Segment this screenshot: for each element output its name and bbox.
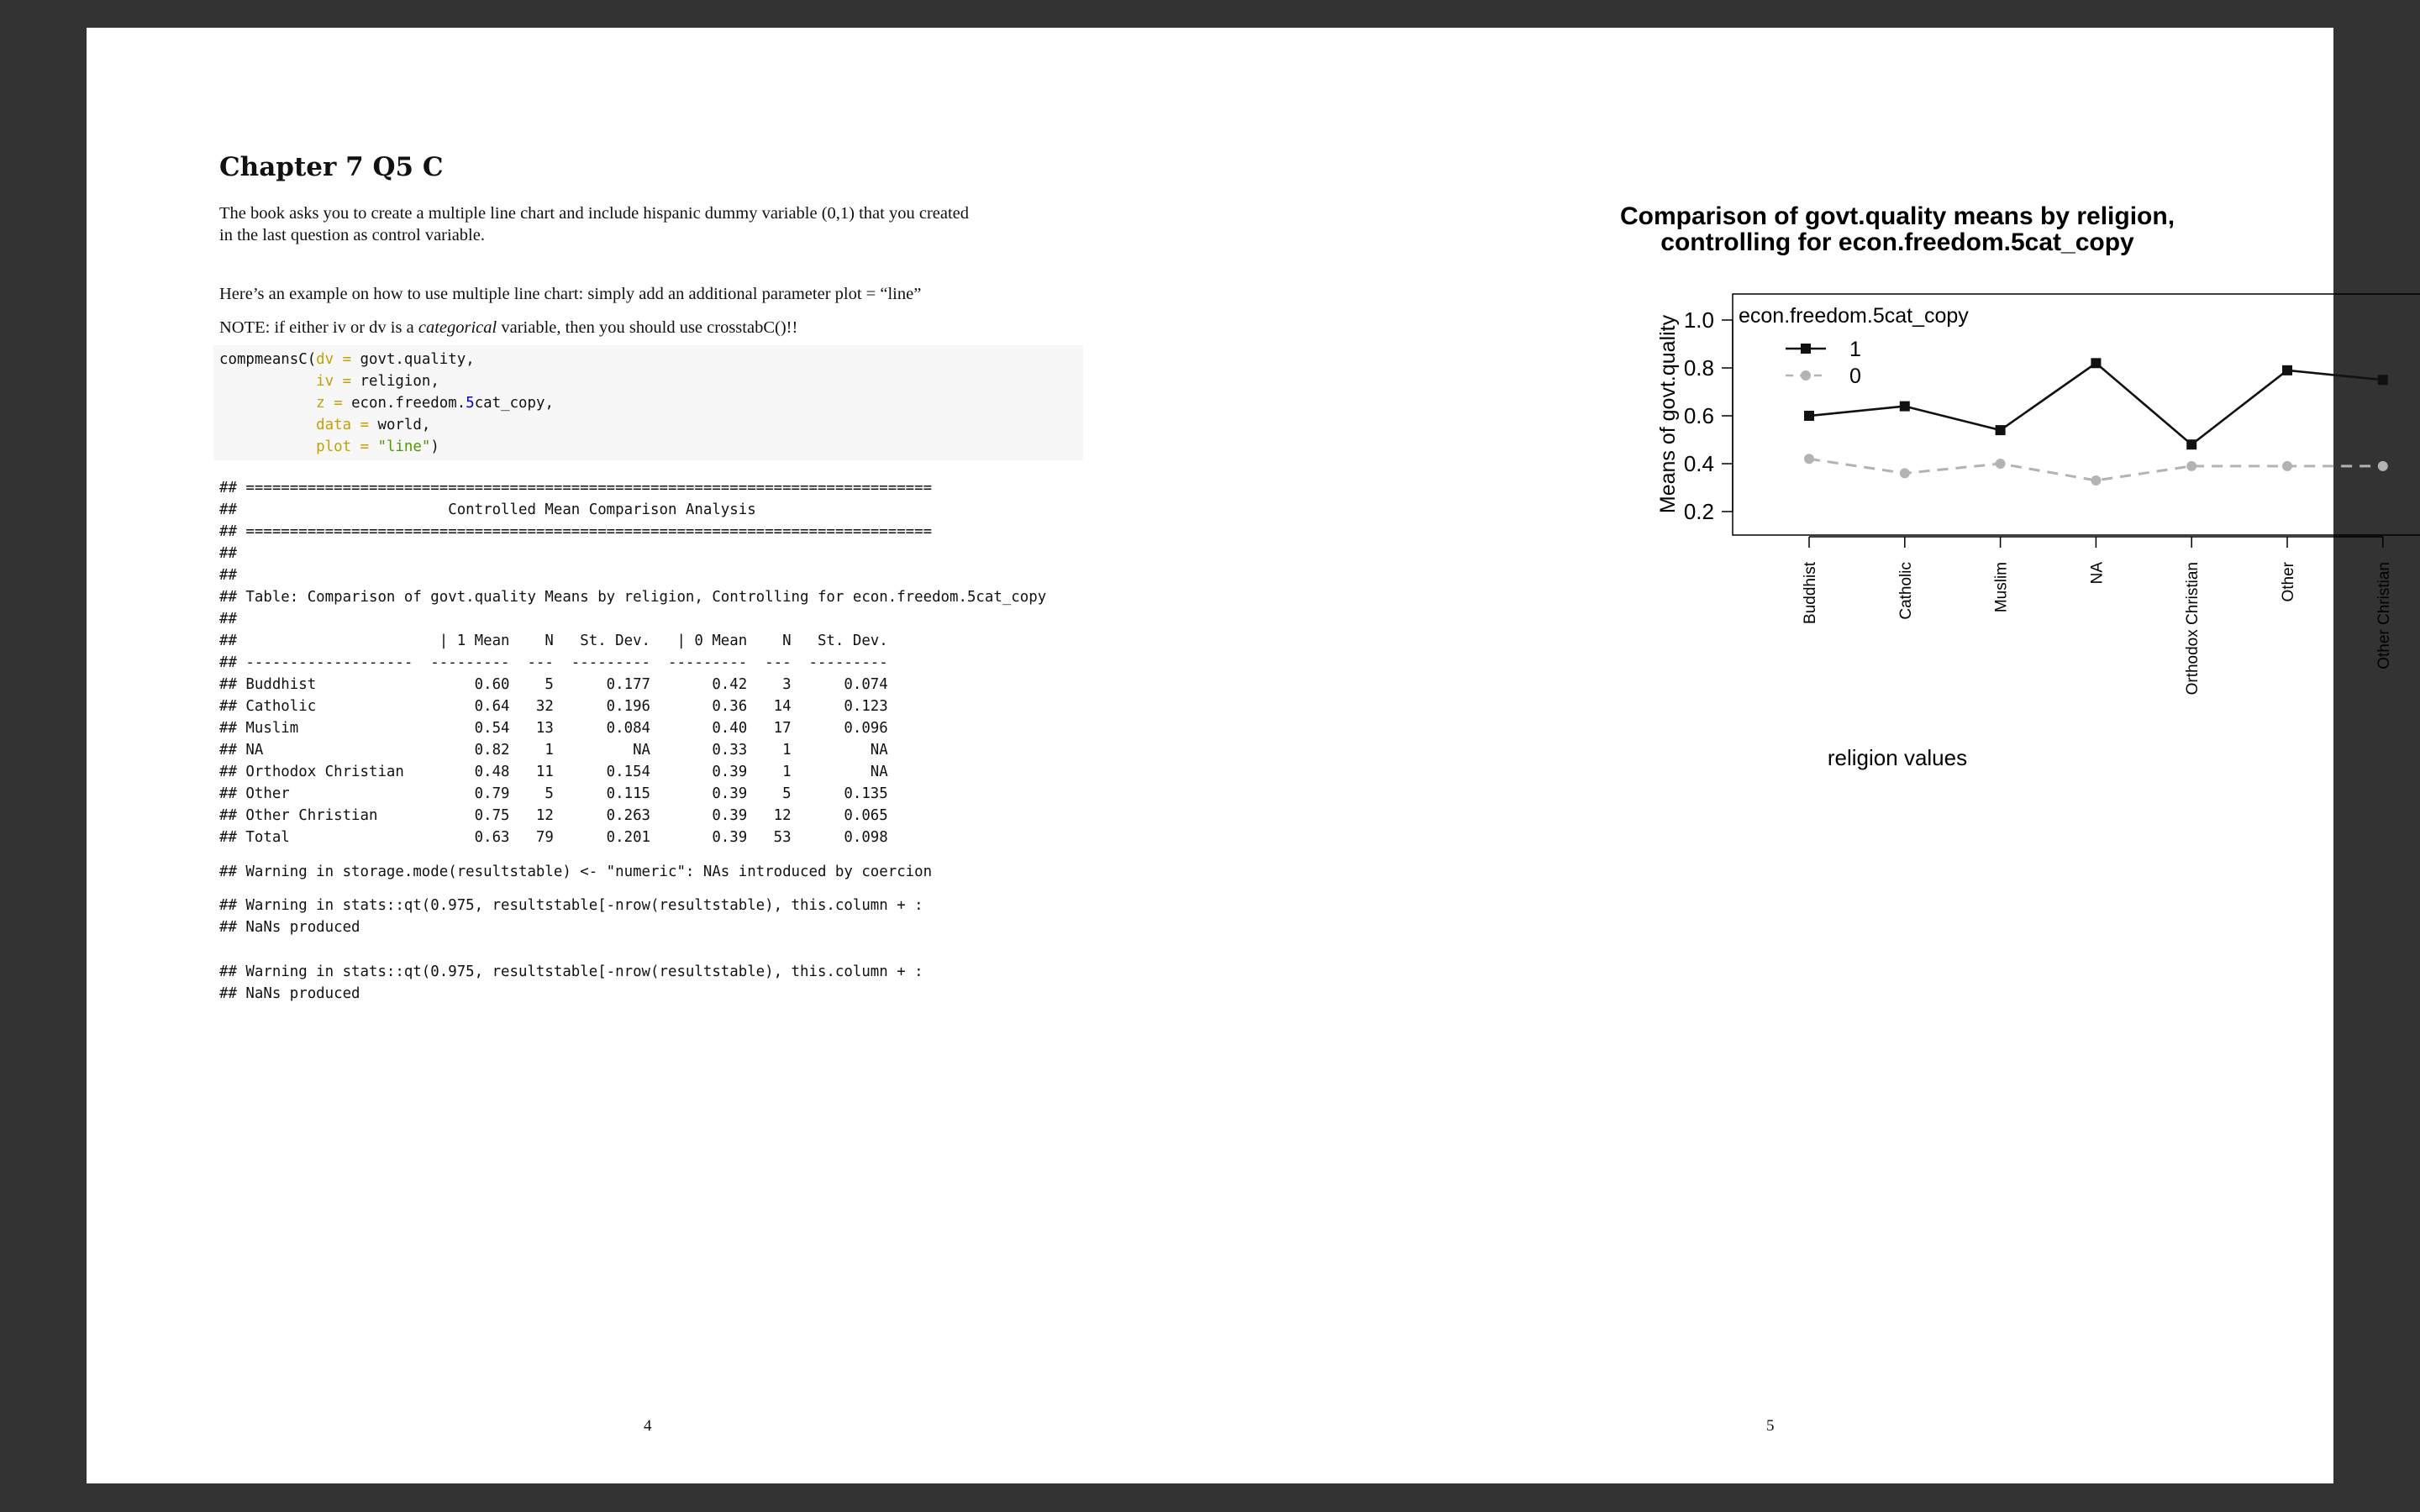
warning-message [219,895,923,938]
data-point-series-0 [1900,468,1910,478]
code-eq: = [351,417,378,433]
code-value: econ.freedom. [351,395,466,412]
data-point-series-1 [1804,411,1814,421]
code-value: govt.quality [360,351,466,368]
series-line-1 [1809,363,2383,444]
page-5 [1210,28,2393,1483]
line-chart [1210,28,2393,784]
note-text-a: NOTE: if either iv or dv is a [219,318,418,337]
code-string: "line" [377,438,431,455]
x-tick-label: Orthodox Christian [2184,562,2202,696]
code-indent [219,438,316,455]
intro-paragraph [219,202,969,246]
y-tick-label: 0.2 [1683,499,1714,524]
x-tick-label: Other [2280,562,2297,602]
code-eq: = [334,351,360,368]
warning-message [219,961,923,1005]
code-text [219,349,554,458]
code-eq: = [324,395,352,412]
y-tick-label: 1.0 [1683,307,1714,333]
warning-line: ## Warning in stats::qt(0.975, resultstable[-nrow(resultstable), this.column + : [219,963,923,980]
page-number: 5 [1766,1417,1775,1435]
code-number: 5 [466,395,475,412]
data-point-series-1 [2091,358,2101,368]
output-line: ## [219,567,237,584]
output-line: ## | 1 Mean N St. Dev. | 0 Mean N St. Dev. [219,633,888,649]
code-end: , [421,417,431,433]
note-emphasis: categorical [418,318,497,337]
data-point-series-0 [2186,461,2196,471]
code-value: religion [360,373,431,390]
code-indent [219,395,316,412]
intro-line-1: The book asks you to create a multiple line chart and include hispanic dummy variable (0,1) that you created [219,204,970,223]
output-line: ## Orthodox Christian 0.48 11 0.154 0.39 1 NA [219,764,888,780]
code-eq: = [334,373,360,390]
output-line: ## ------------------- --------- --- --------- --------- --- --------- [219,654,888,671]
note-text-b: variable, then you should use crosstabC()!! [497,318,798,337]
code-arg: z [316,395,325,412]
x-tick-label: Buddhist [1802,562,1819,624]
code-value: cat_copy [474,395,545,412]
output-line: ## Muslim 0.54 13 0.084 0.40 17 0.096 [219,720,888,737]
warning-line: ## Warning in stats::qt(0.975, resultstable[-nrow(resultstable), this.column + : [219,897,923,914]
x-tick-label: Catholic [1897,562,1915,620]
y-axis-label: Means of govt.quality [1656,314,1680,514]
output-line: ## Other 0.79 5 0.115 0.39 5 0.135 [219,785,888,802]
code-arg: dv [316,351,334,368]
x-tick-label: NA [2088,562,2107,585]
output-line: ## Other Christian 0.75 12 0.263 0.39 12 0.065 [219,807,888,824]
code-eq: = [351,438,378,455]
chart-title-line-1: Comparison of govt.quality means by religion, [1619,202,2175,230]
output-line: ## NA 0.82 1 NA 0.33 1 NA [219,742,888,759]
warning-line: ## NaNs produced [219,919,360,936]
output-line: ## Controlled Mean Comparison Analysis [219,501,756,518]
legend-label-1: 1 [1849,338,1861,361]
x-tick-label: Muslim [1992,562,2011,613]
x-axis-label: religion values [1827,745,1968,770]
output-line: ## Total 0.63 79 0.201 0.39 53 0.098 [219,829,888,846]
example-paragraph: Here’s an example on how to use multiple line chart: simply add an additional parameter plot = “line” [219,285,922,303]
output-line: ## ============================================================================== [219,523,933,540]
page-4 [87,28,1210,1483]
data-point-series-1 [2378,375,2388,385]
legend-marker-1 [1801,344,1811,354]
warning-line: ## NaNs produced [219,985,360,1002]
intro-line-2: in the last question as control variable. [219,226,485,244]
data-point-series-0 [2378,461,2388,471]
code-value: world [377,417,422,433]
y-tick-label: 0.6 [1683,403,1714,428]
output-line: ## Buddhist 0.60 5 0.177 0.42 3 0.074 [219,676,888,693]
output-line: ## [219,611,237,627]
code-end: , [544,395,554,412]
chapter-title: Chapter 7 Q5 C [219,152,444,182]
data-point-series-1 [2282,365,2292,375]
output-line: ## [219,545,237,562]
data-point-series-1 [2186,439,2196,449]
page-number: 4 [644,1417,652,1435]
y-tick-label: 0.8 [1683,355,1714,381]
output-line: ## Catholic 0.64 32 0.196 0.36 14 0.123 [219,698,888,715]
data-point-series-1 [1996,425,2006,435]
code-arg: plot [316,438,352,455]
plot-frame [1733,294,2420,535]
legend-marker-0 [1801,370,1811,381]
code-function: compmeansC( [219,351,317,368]
legend-title: econ.freedom.5cat_copy [1739,304,1969,328]
output-line: ## Table: Comparison of govt.quality Means by religion, Controlling for econ.freedom.5cat_copy [219,589,1047,606]
code-end: , [430,373,439,390]
code-end: , [466,351,475,368]
data-point-series-0 [1996,459,2006,469]
document-spread [87,28,2393,1483]
warning-message: ## Warning in storage.mode(resultstable) <- "numeric": NAs introduced by coercion [219,864,933,880]
code-arg: iv [316,373,334,390]
x-tick-label: Other Christian [2375,562,2393,669]
data-point-series-0 [1804,454,1814,464]
code-arg: data [316,417,352,433]
console-output [219,477,1046,848]
code-end: ) [430,438,439,455]
code-indent [219,417,316,433]
chart-title-line-2: controlling for econ.freedom.5cat_copy [1660,228,2134,256]
note-paragraph [219,317,797,339]
data-point-series-1 [1900,402,1910,412]
data-point-series-0 [2282,461,2292,471]
legend-label-0: 0 [1849,365,1861,388]
output-line: ## ============================================================================== [219,480,933,496]
code-indent [219,373,316,390]
code-block [213,345,1083,460]
y-tick-label: 0.4 [1683,451,1714,476]
data-point-series-0 [2091,475,2101,486]
